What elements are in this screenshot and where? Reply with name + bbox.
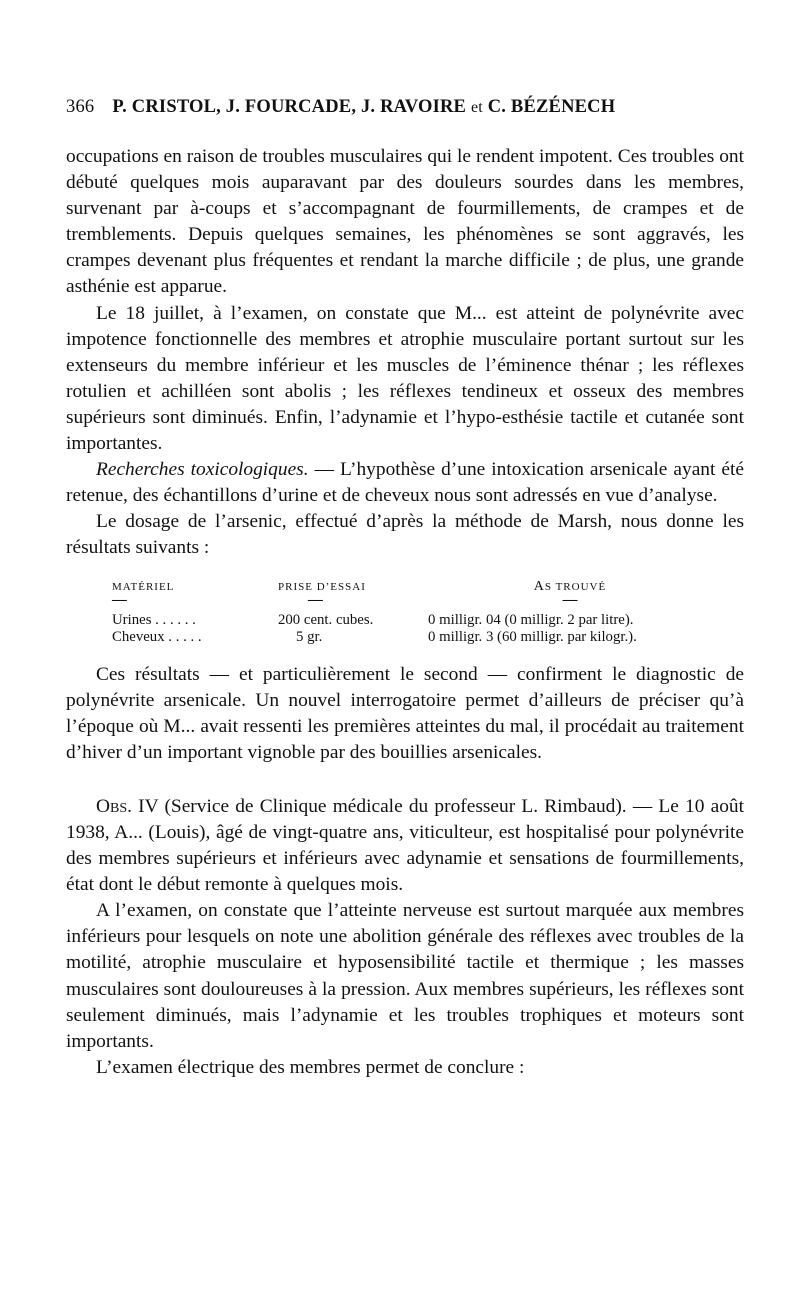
authors-part1: P. CRISTOL, J. FOURCADE, J. RAVOIRE xyxy=(112,97,467,117)
authors-conjunction: et xyxy=(470,99,483,116)
paragraph-electrical-exam: L’examen électrique des membres permet de conclure : xyxy=(96,1056,525,1078)
running-head xyxy=(66,96,744,119)
obs-label: Obs. xyxy=(96,795,132,817)
dash-material: — xyxy=(112,591,127,608)
results-table-header xyxy=(112,580,712,594)
row-material: Urines . . . . . . xyxy=(112,611,196,628)
header-material: MATÉRIEL xyxy=(112,580,175,593)
paragraph-continuation: occupations en raison de troubles musculaires qui le rendent impotent. Ces troubles ont débuté quelques mois auparavant par des douleurs sourdes dans les membres, survenant par à-coups et s’accompagnant de fourmillements, de crampes et de tremblements. Depuis quelques semaines, les phénomènes se sont aggravés, les crampes devenant plus fréquentes et rendant la marche difficile ; de plus, une grande asthénie est apparue. xyxy=(66,146,744,298)
paragraph-examination: Le 18 juillet, à l’examen, on constate que M... est atteint de polynévrite avec impotence fonctionnelle des membres et atrophie musculaire portant surtout sur les extenseurs du membre inférieur et les muscles de l’éminence thénar ; les réflexes rotulien et achilléen sont abolis ; les réflexes tendineux et osseux des membres supérieurs sont diminués. Enfin, l’adynamie et l’hypo-esthésie tactile et cutanée sont importantes. xyxy=(66,302,744,455)
toxicology-text: — L’hypothèse d’une intoxication arsenicale ayant été retenue, des échantillons d’urine et de cheveux nous sont adressés en vue d’analyse. xyxy=(66,459,744,507)
authors-part2: C. BÉZÉNECH xyxy=(487,97,616,117)
header-sample-text: PRISE D’ESSAI xyxy=(278,580,366,593)
results-table-rule xyxy=(112,591,712,608)
header-found-rest: S TROUVÉ xyxy=(544,580,607,593)
page xyxy=(66,96,744,1081)
paragraph-dosage: Le dosage de l’arsenic, effectué d’après la méthode de Marsh, nous donne les résultats suivants : xyxy=(66,511,744,559)
row-found: 0 milligr. 3 (60 milligr. par kilogr.). xyxy=(428,628,637,645)
table-row xyxy=(112,629,712,646)
dash-found: — xyxy=(562,591,578,608)
table-row xyxy=(112,612,712,629)
paragraph-examination-2: A l’examen, on constate que l’atteinte nerveuse est surtout marquée aux membres inférieurs pour lesquels on note une abolition générale des réflexes avec troubles de la motilité, atrophie musculaire et hyposensibilité tactile et thermique ; les masses musculaires sont douloureuses à la pression. Aux membres supérieurs, les réflexes sont seulement diminués, mais l’adynamie et les troubles trophiques et moteurs sont importants. xyxy=(66,900,744,1052)
row-sample: 5 gr. xyxy=(296,628,323,645)
paragraph-confirmation: Ces résultats — et particulièrement le second — confirment le diagnostic de polynévrite arsenicale. Un nouvel interrogatoire permet d’ailleurs de préciser qu’à l’époque où M... avait ressenti les premières atteintes du mal, il procédait au traitement d’hiver d’un important vignoble par des bouillies arsenicales. xyxy=(66,663,744,763)
header-sample xyxy=(278,580,428,594)
row-material: Cheveux . . . . . xyxy=(112,628,202,645)
results-table xyxy=(112,580,712,646)
row-found: 0 milligr. 04 (0 milligr. 2 par litre). xyxy=(428,611,634,628)
paragraph-observation-iv xyxy=(66,794,744,898)
header-found-prefix: A xyxy=(533,578,545,594)
page-number: 366 xyxy=(66,97,95,117)
obs-text: IV (Service de Clinique médicale du professeur L. Rimbaud). — Le 10 août 1938, A... (Louis), âgé de vingt-quatre ans, viticulteur, est hospitalisé pour polynévrite des membres supérieurs et inférieurs avec adynamie et sensations de fourmillements, état dont le début remonte à quelques mois. xyxy=(66,795,744,896)
runin-heading-toxicology: Recherches toxicologiques. xyxy=(96,459,309,481)
row-sample: 200 cent. cubes. xyxy=(278,611,374,628)
dash-sample: — xyxy=(308,591,323,608)
paragraph-toxicology xyxy=(66,457,744,509)
